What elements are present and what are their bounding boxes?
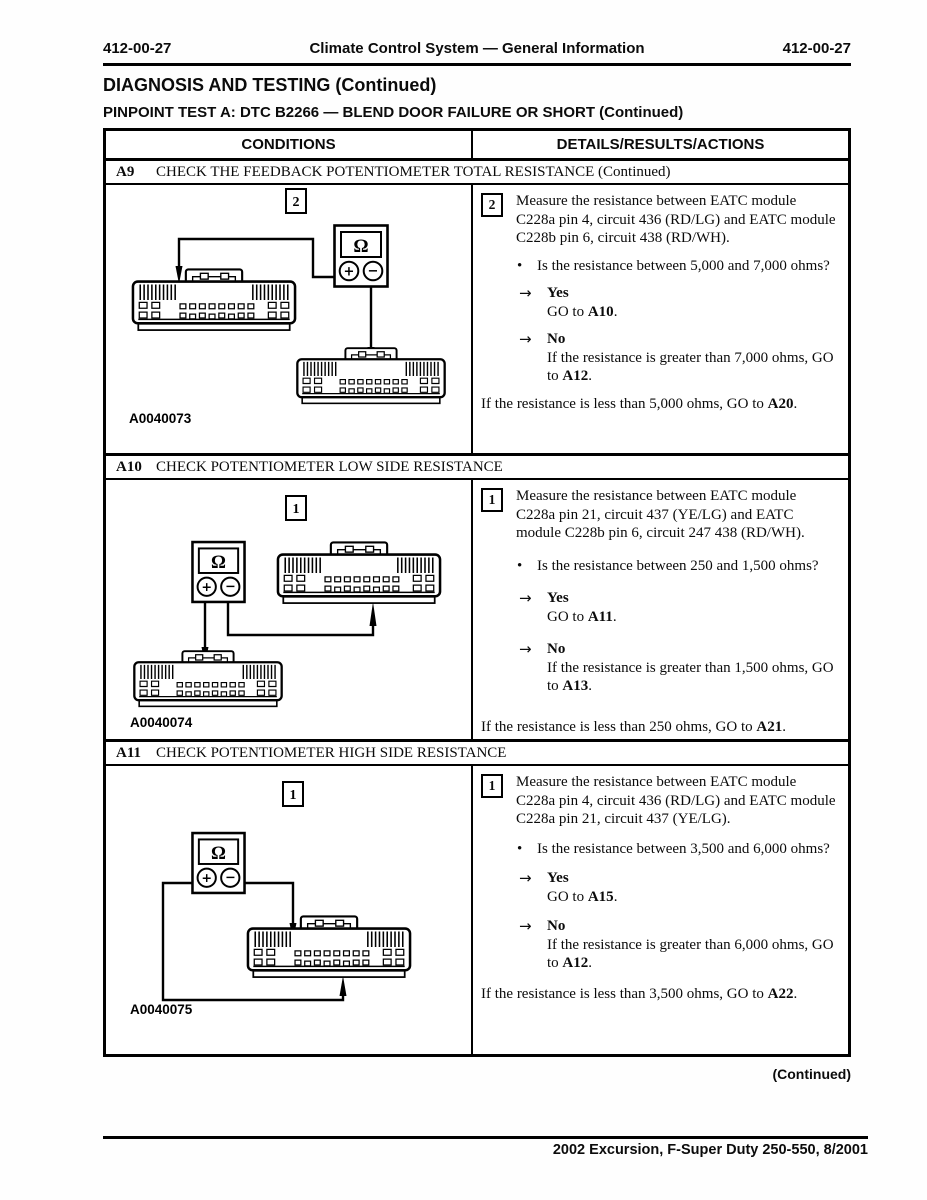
step-number-box: 1 bbox=[481, 488, 503, 512]
page-number-left: 412-00-27 bbox=[103, 40, 172, 57]
step-title: CHECK POTENTIOMETER LOW SIDE RESISTANCE bbox=[156, 458, 503, 475]
no-label: No bbox=[547, 331, 566, 347]
row-body-a9 bbox=[106, 185, 848, 456]
conditions-cell-a11 bbox=[106, 766, 473, 1054]
step-number-box: 2 bbox=[481, 193, 503, 217]
table-header-row bbox=[106, 131, 848, 161]
continued-note: (Continued) bbox=[772, 1066, 851, 1082]
pinpoint-test-table bbox=[103, 128, 851, 1057]
figure-a11 bbox=[106, 766, 471, 1054]
row-body-a10 bbox=[106, 480, 848, 742]
arrow-icon: → bbox=[519, 330, 532, 348]
footer-rule bbox=[103, 1136, 868, 1139]
yes-action: GO to A10. bbox=[547, 303, 618, 320]
details-cell-a9 bbox=[473, 185, 848, 453]
figure-label: A0040074 bbox=[130, 715, 193, 730]
yes-branch bbox=[519, 589, 838, 626]
arrow-icon: → bbox=[519, 640, 532, 658]
bullet-icon: • bbox=[517, 840, 523, 857]
figure-a9 bbox=[106, 185, 471, 453]
no-action: If the resistance is greater than 6,000 ohms, GO to A12. bbox=[547, 936, 834, 971]
step-id: A10 bbox=[116, 458, 142, 475]
step-instruction: Measure the resistance between EATC module C228a pin 4, circuit 436 (RD/LG) and EATC module C228a pin 21, circuit 437 (YE/LG). bbox=[516, 774, 836, 827]
conditions-cell-a10 bbox=[106, 480, 473, 739]
bullet-icon: • bbox=[517, 257, 523, 274]
section-heading: DIAGNOSIS AND TESTING (Continued) bbox=[103, 75, 437, 95]
yes-label: Yes bbox=[547, 285, 569, 301]
arrow-icon: → bbox=[519, 589, 532, 607]
yes-action: GO to A15. bbox=[547, 888, 618, 905]
page-number-right: 412-00-27 bbox=[782, 40, 851, 57]
question-text: Is the resistance between 3,500 and 6,000 ohms? bbox=[537, 840, 830, 857]
no-branch bbox=[519, 330, 838, 386]
step-title: CHECK POTENTIOMETER HIGH SIDE RESISTANCE bbox=[156, 744, 507, 761]
step-instruction: Measure the resistance between EATC module C228a pin 21, circuit 437 (YE/LG) and EATC module C228b pin 6, circuit 247 438 (RD/WH). bbox=[516, 488, 805, 541]
row-title-a11 bbox=[106, 742, 848, 766]
fallback-note: If the resistance is less than 3,500 ohms, GO to A22. bbox=[481, 985, 798, 1002]
conditions-cell-a9 bbox=[106, 185, 473, 453]
arrow-icon: → bbox=[519, 869, 532, 887]
page-title: Climate Control System — General Information bbox=[309, 40, 645, 57]
figure-number: 1 bbox=[292, 502, 300, 517]
pinpoint-test-heading: PINPOINT TEST A: DTC B2266 — BLEND DOOR FAILURE OR SHORT (Continued) bbox=[103, 104, 684, 121]
question-text: Is the resistance between 5,000 and 7,000 ohms? bbox=[537, 257, 830, 274]
yes-branch bbox=[519, 869, 838, 906]
fallback-note: If the resistance is less than 5,000 ohms, GO to A20. bbox=[481, 395, 798, 412]
step-number-box: 1 bbox=[481, 774, 503, 798]
probe-arrow-icon bbox=[370, 602, 377, 626]
step-instruction: Measure the resistance between EATC module C228a pin 4, circuit 436 (RD/LG) and EATC module C228b pin 6, circuit 438 (RD/WH). bbox=[516, 193, 836, 246]
step-title: CHECK THE FEEDBACK POTENTIOMETER TOTAL RESISTANCE (Continued) bbox=[156, 163, 671, 180]
arrow-icon: → bbox=[519, 284, 532, 302]
question-text: Is the resistance between 250 and 1,500 ohms? bbox=[537, 557, 819, 574]
row-title-a10 bbox=[106, 456, 848, 480]
step-id: A11 bbox=[116, 744, 142, 761]
arrow-icon: → bbox=[519, 917, 532, 935]
figure-number: 1 bbox=[289, 788, 297, 803]
conditions-column-header: CONDITIONS bbox=[106, 131, 473, 158]
yes-label: Yes bbox=[547, 870, 569, 886]
figure-label: A0040073 bbox=[129, 411, 192, 426]
details-cell-a11 bbox=[473, 766, 848, 1054]
no-label: No bbox=[547, 641, 566, 657]
fallback-note: If the resistance is less than 250 ohms, GO to A21. bbox=[481, 718, 786, 735]
header-rule bbox=[103, 63, 851, 66]
yes-label: Yes bbox=[547, 590, 569, 606]
step-id: A9 bbox=[116, 163, 135, 180]
test-lead-wire bbox=[238, 883, 293, 924]
footer-text: 2002 Excursion, F-Super Duty 250-550, 8/2001 bbox=[552, 1142, 868, 1158]
figure-label: A0040075 bbox=[130, 1002, 193, 1017]
page-header bbox=[103, 40, 851, 57]
no-branch bbox=[519, 917, 838, 973]
details-cell-a10 bbox=[473, 480, 848, 739]
yes-branch bbox=[519, 284, 838, 321]
test-lead-wire bbox=[228, 601, 373, 635]
probe-arrow-icon bbox=[340, 976, 347, 996]
details-column-header: DETAILS/RESULTS/ACTIONS bbox=[556, 136, 765, 153]
row-title-a9 bbox=[106, 161, 848, 185]
no-action: If the resistance is greater than 7,000 ohms, GO to A12. bbox=[547, 349, 834, 384]
figure-number: 2 bbox=[292, 195, 300, 210]
yes-action: GO to A11. bbox=[547, 608, 617, 625]
bullet-icon: • bbox=[517, 557, 523, 574]
figure-a10 bbox=[106, 480, 471, 739]
row-body-a11 bbox=[106, 766, 848, 1054]
no-label: No bbox=[547, 918, 566, 934]
no-branch bbox=[519, 640, 838, 696]
no-action: If the resistance is greater than 1,500 ohms, GO to A13. bbox=[547, 659, 834, 694]
